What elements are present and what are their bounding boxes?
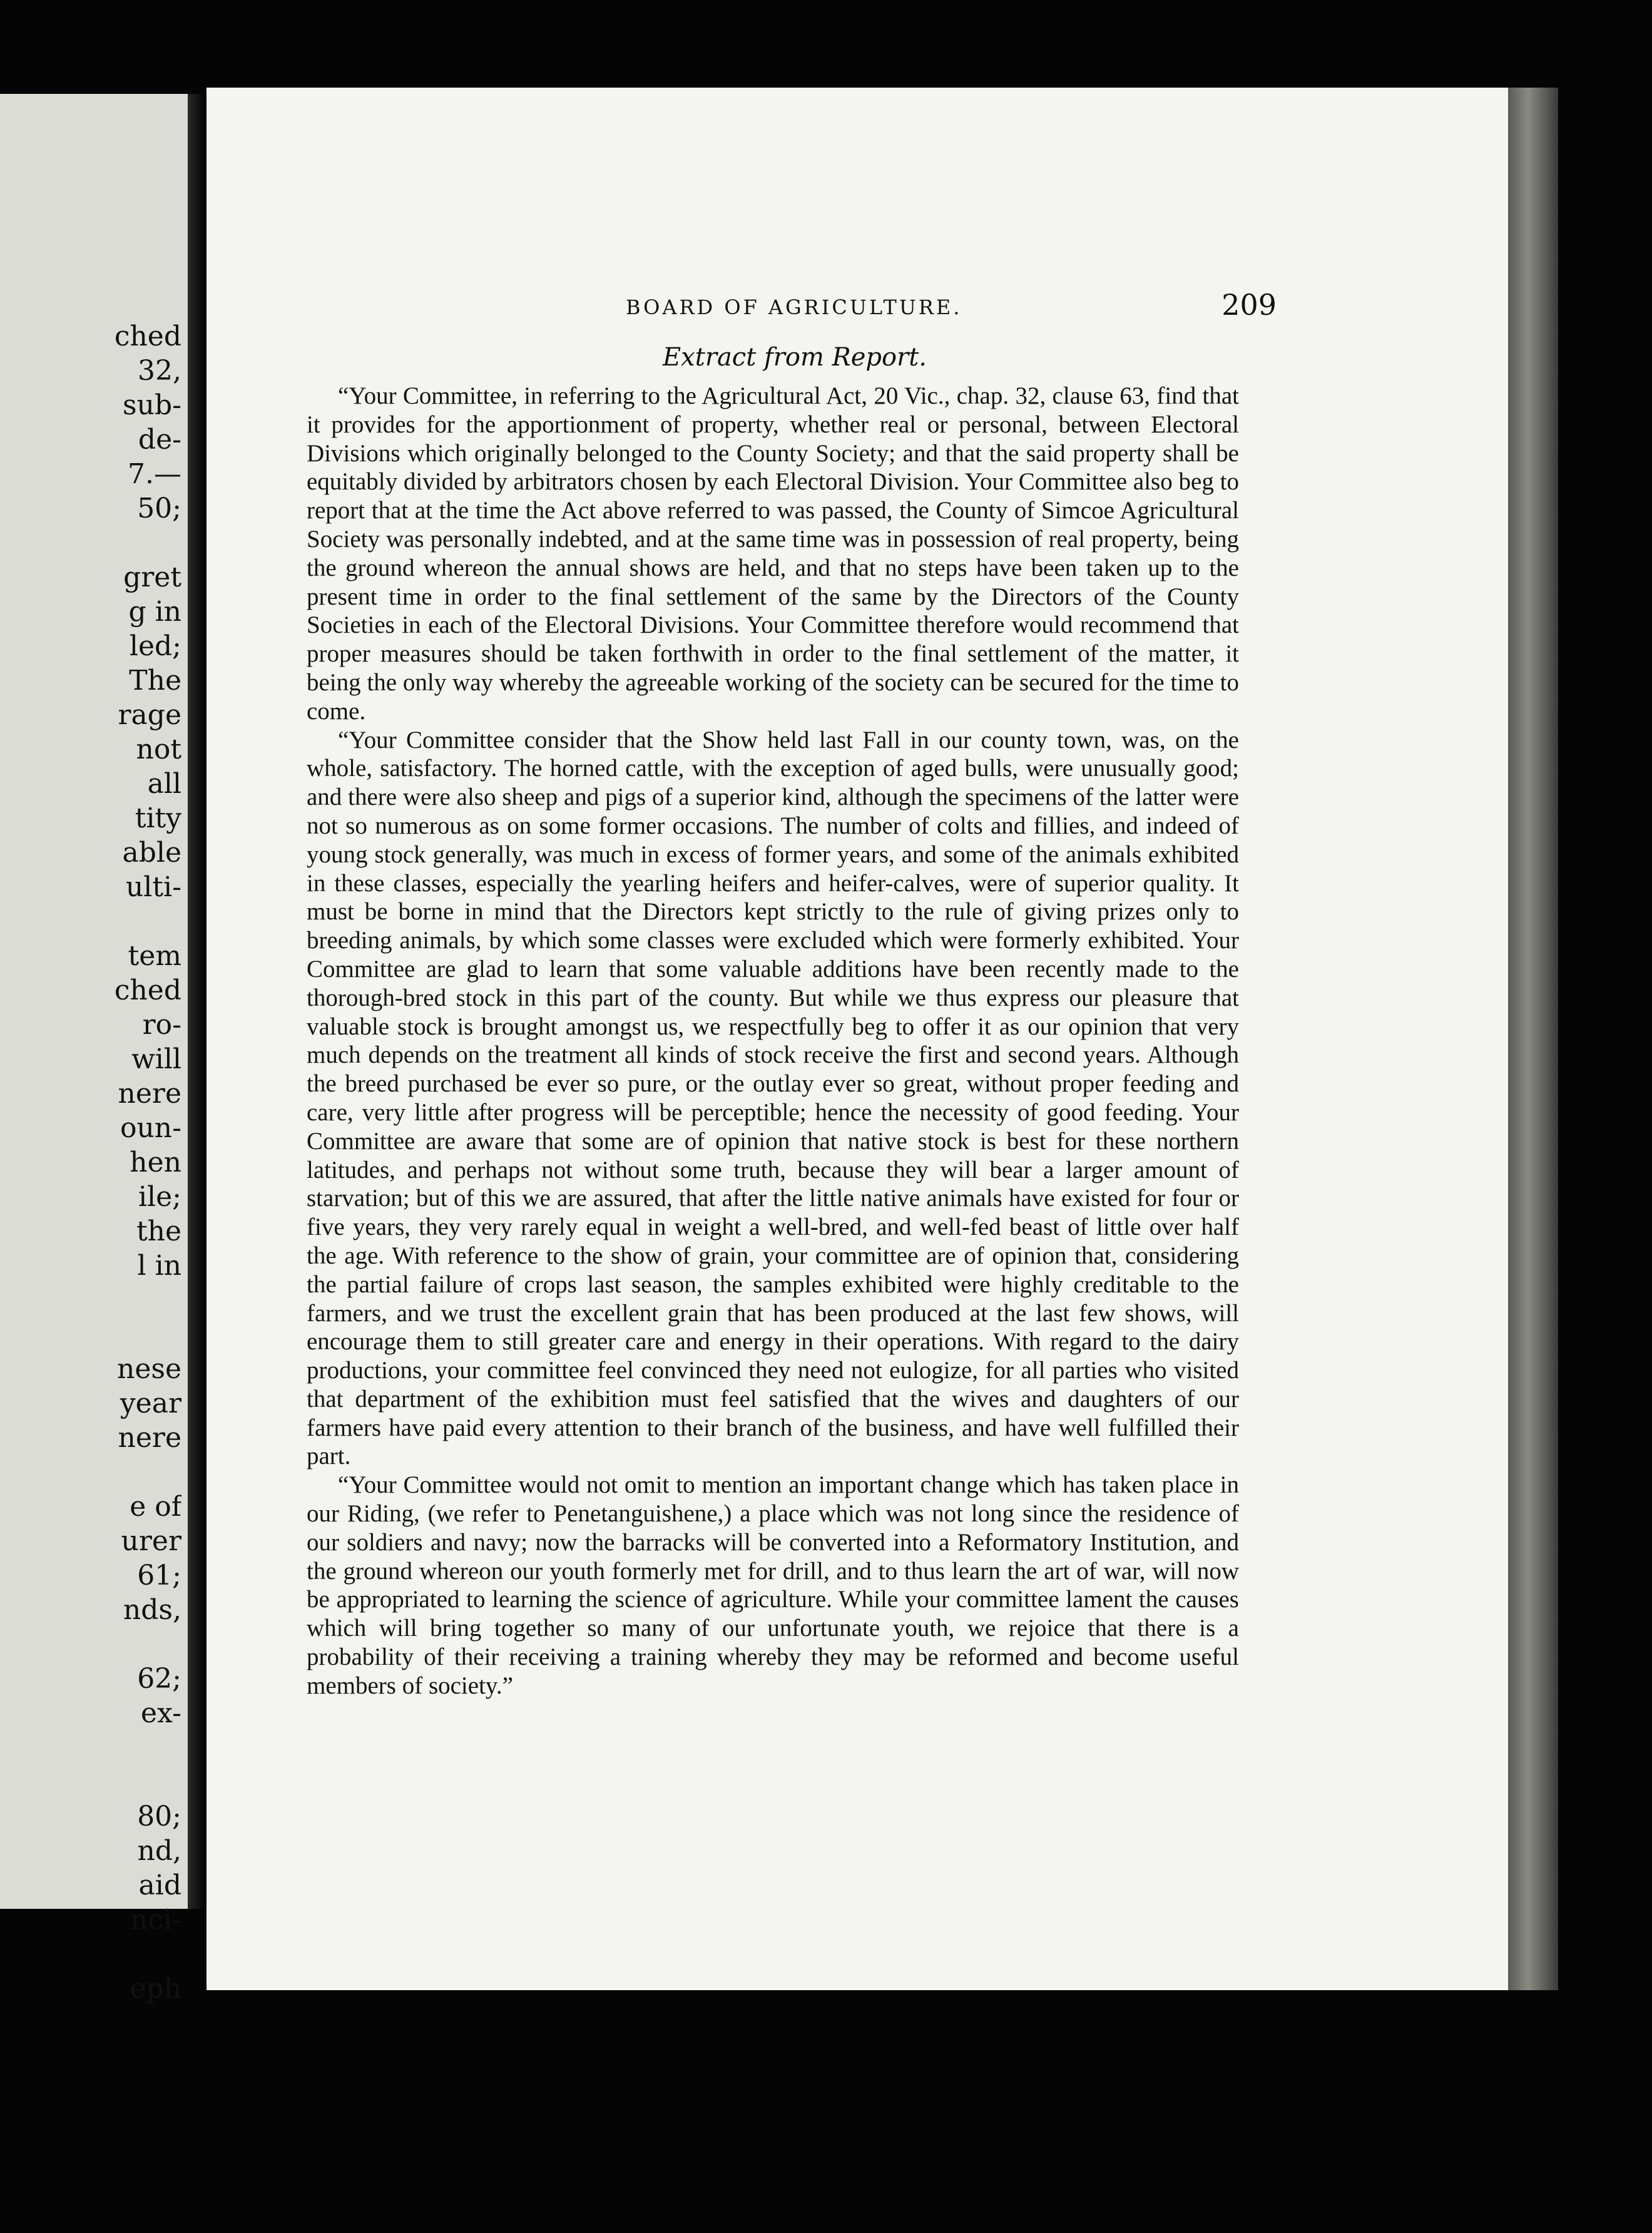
- facing-page-fragment: g in: [128, 596, 181, 628]
- page-number: 209: [1221, 288, 1277, 322]
- facing-page-fragment: e of: [130, 1491, 181, 1523]
- page-edge: [1508, 88, 1558, 1990]
- facing-page-fragment: 7.—: [128, 458, 181, 490]
- facing-page-text-fragments: [13, 319, 181, 2006]
- facing-page-fragment: ulti-: [125, 871, 181, 903]
- facing-page-fragment: ex-: [141, 1697, 181, 1729]
- facing-page-fragment: nere: [118, 1078, 181, 1110]
- facing-page-fragment: The: [129, 665, 181, 697]
- running-title: BOARD OF AGRICULTURE.: [626, 295, 962, 319]
- facing-page-fragment: [13, 1283, 181, 1317]
- facing-page-fragment: ile;: [138, 1181, 181, 1213]
- paragraph-1: “Your Committee, in referring to the Agricultural Act, 20 Vic., chap. 32, clause 63, find that it provides for the apportionment of property, whether real or personal, between Electoral Divisions which originally belonged to the County Society; and that the said property shall be equitably divided by arbitrators chosen by each Electoral Division. Your Committee also beg to report that at the time the Act above referred to was passed, the County of Simcoe Agricultural Society was personally indebted, and at the same time was in possession of real property, being the ground whereon the annual shows are held, and that no steps have been taken up to the present time in order to the final settlement of the same by the Directors of the County Societies in each of the Electoral Divisions. Your Committee therefore would recommend that proper measures should be taken forthwith in order to the final settlement of the matter, it being the only way whereby the agreeable working of the society can be secured for the time to come.: [307, 382, 1239, 725]
- facing-page-fragment: nere: [118, 1422, 181, 1454]
- facing-page-fragment: led;: [129, 630, 181, 662]
- facing-page-fragment: will: [131, 1043, 181, 1075]
- facing-page-fragment: 80;: [137, 1801, 181, 1832]
- facing-page-fragment: nd,: [137, 1835, 181, 1867]
- facing-page-fragment: tem: [128, 940, 181, 972]
- facing-page-fragment: aid: [138, 1869, 181, 1901]
- facing-page-fragment: urer: [121, 1525, 181, 1557]
- facing-page-fragment: l in: [137, 1250, 181, 1282]
- facing-page-fragment: [13, 1317, 181, 1352]
- facing-page-fragment: all: [147, 768, 181, 800]
- facing-page-fragment: nese: [117, 1353, 181, 1385]
- facing-page-fragment: [13, 526, 181, 560]
- facing-page-fragment: [13, 1730, 181, 1765]
- report-body: [307, 382, 1239, 1700]
- facing-page-fragment: [13, 1627, 181, 1662]
- facing-page-fragment: 62;: [137, 1663, 181, 1695]
- facing-page-fragment: hen: [130, 1147, 181, 1178]
- facing-page-fragment: nds,: [123, 1594, 181, 1626]
- facing-page-fragment: [13, 1455, 181, 1490]
- book-gutter: [188, 94, 206, 1909]
- facing-page-fragment: de-: [138, 424, 181, 456]
- facing-page-fragment: 61;: [137, 1560, 181, 1592]
- facing-page-fragment: [13, 904, 181, 939]
- paragraph-2: “Your Committee consider that the Show held last Fall in our county town, was, on the whole, satisfactory. The horned cattle, with the exception of aged bulls, were unusually good; and there were also sheep and pigs of a superior kind, although the specimens of the latter were not so numerous as on some former occasions. The number of colts and fillies, and indeed of young stock generally, was much in excess of former years, and some of the animals exhibited in these classes, especially the yearling heifers and heifer-calves, were of superior quality. It must be borne in mind that the Directors kept strictly to the rule of giving prizes only to breeding animals, by which some classes were excluded which were formerly exhibited. Your Committee are glad to learn that some valuable additions have been recently made to the thorough-bred stock in this part of the county. But while we thus express our pleasure that valuable stock is brought amongst us, we respectfully beg to offer it as our opinion that very much depends on the treatment all kinds of stock receive the first and second years. Although the breed purchased be ever so pure, or the outlay ever so great, without proper feeding and care, very little after progress will be perceptible; hence the necessity of good feeding. Your Committee are aware that some are of opinion that native stock is best for these northern latitudes, and perhaps not without some truth, because they will bear a larger amount of starvation; but of this we are assured, that after the little native animals have existed for four or five years, they very rarely equal in weight a well-bred, and well-fed beast of little over half the age. With reference to the show of grain, your committee are of opinion that, considering the partial failure of crops last season, the samples exhibited were highly creditable to the farmers, and we trust the excellent grain that has been produced at the last few shows, will encourage them to still greater care and energy in their operations. With regard to the dairy productions, your committee feel convinced they need not eulogize, for all parties who visited that department of the exhibition must feel satisfied that the wives and daughters of our farmers have paid every attention to their branch of the business, and have well fulfilled their part.: [307, 726, 1239, 1470]
- facing-page-fragment: oun-: [120, 1112, 181, 1144]
- facing-page-fragment: year: [120, 1387, 181, 1419]
- facing-page-fragment: ched: [114, 974, 181, 1006]
- facing-page-fragment: 50;: [137, 493, 181, 524]
- facing-page-fragment: sub-: [123, 389, 181, 421]
- facing-page: [0, 94, 188, 2005]
- facing-page-fragment: nci-: [130, 1904, 181, 1936]
- facing-page-fragment: not: [136, 733, 181, 765]
- facing-page-fragment: the: [136, 1215, 181, 1247]
- facing-page-fragment: 32,: [138, 355, 181, 387]
- facing-page-fragment: [13, 1765, 181, 1799]
- running-head: [313, 288, 1277, 325]
- facing-page-fragment: rage: [118, 699, 181, 731]
- facing-page-fragment: ro-: [142, 1009, 181, 1041]
- facing-page-fragment: eph: [130, 1973, 181, 2005]
- facing-page-fragment: able: [122, 837, 181, 869]
- paragraph-3: “Your Committee would not omit to mention an important change which has taken place in our Riding, (we refer to Penetanguishene,) a place which was not long since the residence of our soldiers and navy; now the barracks will be converted into a Reformatory Institution, and the ground whereon our youth formerly met for drill, and to thus learn the art of war, will now be appropriated to learning the science of agriculture. While your committee lament the causes which will bring together so many of our unfortunate youth, we rejoice that there is a probability of their receiving a training whereby they may be reformed and become useful members of society.”: [307, 1471, 1239, 1699]
- facing-page-fragment: [13, 1937, 181, 1971]
- facing-page-fragment: gret: [123, 561, 181, 593]
- facing-page-fragment: ched: [114, 320, 181, 352]
- facing-page-fragment: tity: [135, 802, 181, 834]
- section-title: Extract from Report.: [662, 343, 927, 372]
